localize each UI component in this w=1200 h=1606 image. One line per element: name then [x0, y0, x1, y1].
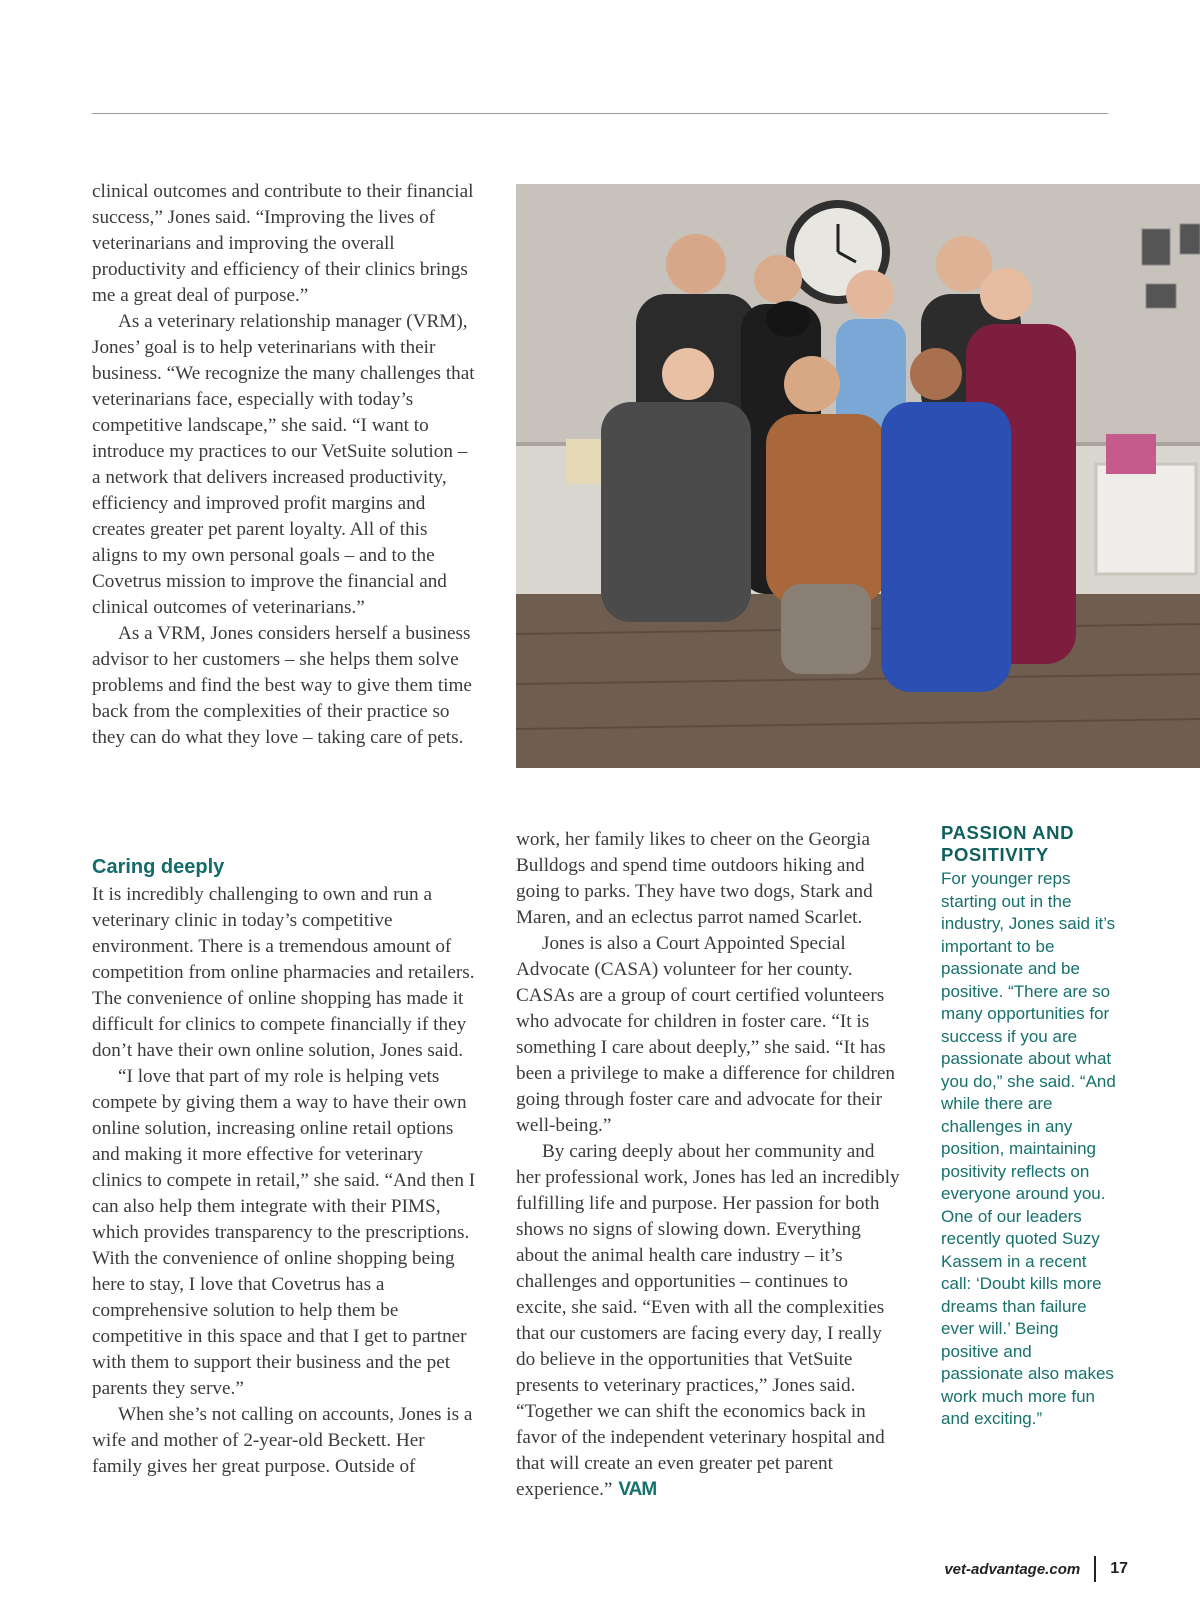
page-footer	[944, 1556, 1128, 1582]
team-photo	[516, 184, 1200, 768]
paragraph: Jones is also a Court Appointed Special Advocate (CASA) volunteer for her county. CASAs are a group of court certified volunteers who advocate for children in foster care. “It is something I care about deeply,” she said. “It has been a privilege to make a difference for children going through foster care and advocate for their well-being.”	[516, 933, 895, 1136]
sidebar-title: PASSION AND POSITIVITY	[941, 822, 1075, 865]
vam-end-mark: VAM	[618, 1479, 657, 1500]
paragraph-text: By caring deeply about her community and her professional work, Jones has led an incredibly fulfilling life and purpose. Her passion for both shows no signs of slowing down. Everything about the animal health care industry – it’s challenges and opportunities – continues to excite, she said. “Even with all the complexities that our customers are facing every day, I really do believe in the opportunities that VetSuite presents to veterinary practices,” Jones said. “Together we can shift the economics back in favor of the independent veterinary hospital and that will create an even greater pet parent experience.”	[516, 1141, 900, 1500]
paragraph: It is incredibly challenging to own and run a veterinary clinic in today’s competitive environment. There is a tremendous amount of competition from online pharmacies and retailers. The convenience of online shopping has made it difficult for clinics to compete financially if they don’t have their own online solution, Jones said.	[92, 884, 475, 1061]
paragraph: As a veterinary relationship manager (VRM), Jones’ goal is to help veterinarians with their business. “We recognize the many challenges that veterinarians face, especially with today’s competitive landscape,” she said. “I want to introduce my practices to our VetSuite solution – a network that delivers increased productivity, efficiency and improved profit margins and creates greater pet parent loyalty. All of this aligns to my own personal goals – and to the Covetrus mission to improve the financial and clinical outcomes of veterinarians.”	[92, 311, 475, 618]
header-rule	[92, 113, 1108, 114]
paragraph: “I love that part of my role is helping vets compete by giving them a way to have their own online solution, increasing online retail options and making it more effective for veterinary clinics to compete in retail,” she said. “And then I can also help them integrate with their PIMS, which provides transparency to the prescriptions. With the convenience of online shopping being here to stay, I love that Covetrus has a comprehensive solution to help them be competitive in this space and that I get to partner with them to support their business and the pet parents they serve.”	[92, 1066, 476, 1399]
paragraph: As a VRM, Jones considers herself a business advisor to her customers – she helps them solve problems and find the best way to give them time back from the complexities of their practice so they can do what they love – taking care of pets.	[92, 623, 472, 748]
section-heading: Caring deeply	[92, 856, 225, 878]
footer-divider	[1094, 1556, 1096, 1582]
page-number: 17	[1110, 1560, 1128, 1577]
footer-website: vet-advantage.com	[944, 1560, 1081, 1578]
column-1-top-text	[92, 179, 477, 751]
column-1-bottom-text	[92, 854, 477, 1480]
sidebar-text: For younger reps starting out in the industry, Jones said it’s important to be passionate and be positive. “There are so many opportunities for success if you are passionate about what you do,” she said. “And while there are challenges in any position, maintaining positivity reflects on everyone around you. One of our leaders recently quoted Suzy Kassem in a recent call: ‘Doubt kills more dreams than failure ever will.’ Being positive and passionate also makes work much more fun and exciting.”	[941, 869, 1116, 1428]
paragraph: work, her family likes to cheer on the Georgia Bulldogs and spend time outdoors hiking and going to parks. They have two dogs, Stark and Maren, and an eclectus parrot named Scarlet.	[516, 829, 873, 928]
paragraph: When she’s not calling on accounts, Jones is a wife and mother of 2-year-old Beckett. Her family gives her great purpose. Outside of	[92, 1404, 473, 1477]
sidebar-callout	[941, 822, 1116, 1431]
paragraph	[516, 1139, 901, 1503]
paragraph: clinical outcomes and contribute to their financial success,” Jones said. “Improving the lives of veterinarians and improving the overall productivity and efficiency of their clinics brings me a great deal of purpose.”	[92, 181, 474, 306]
column-2-bottom-text	[516, 827, 901, 1503]
